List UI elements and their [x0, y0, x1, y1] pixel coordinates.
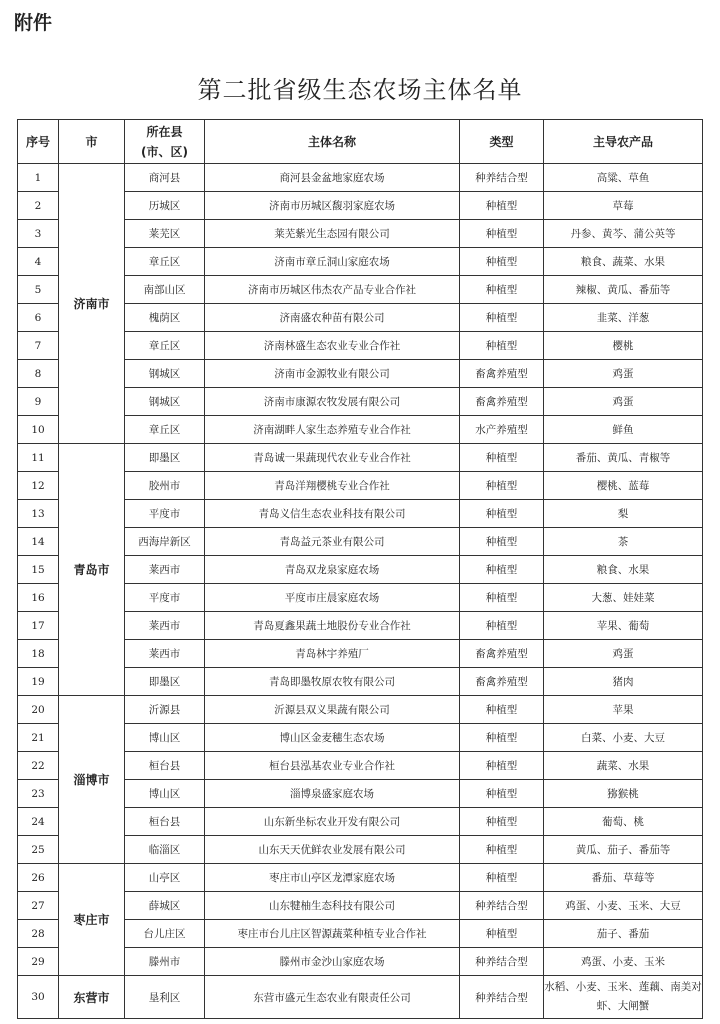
entity-name-cell: 滕州市金沙山家庭农场 [205, 948, 460, 976]
serial-no-cell: 7 [18, 332, 59, 360]
serial-no-cell: 5 [18, 276, 59, 304]
entity-name-cell: 青岛林宇养殖厂 [205, 640, 460, 668]
type-cell: 种植型 [460, 584, 544, 612]
table-body [18, 164, 703, 1019]
type-cell: 种植型 [460, 864, 544, 892]
main-product-cell: 鸡蛋、小麦、玉米、大豆 [544, 892, 703, 920]
table-row [18, 864, 703, 892]
serial-no-cell: 17 [18, 612, 59, 640]
county-cell: 莱西市 [125, 556, 205, 584]
city-cell: 淄博市 [59, 696, 125, 864]
main-product-cell: 鸡蛋 [544, 360, 703, 388]
entity-name-cell: 淄博泉盛家庭农场 [205, 780, 460, 808]
county-cell: 西海岸新区 [125, 528, 205, 556]
entity-name-cell: 山东天天优鲜农业发展有限公司 [205, 836, 460, 864]
entity-name-cell: 青岛诚一果蔬现代农业专业合作社 [205, 444, 460, 472]
type-cell: 种养结合型 [460, 948, 544, 976]
county-cell: 南部山区 [125, 276, 205, 304]
type-cell: 种植型 [460, 780, 544, 808]
county-cell: 历城区 [125, 192, 205, 220]
serial-no-cell: 15 [18, 556, 59, 584]
county-cell: 沂源县 [125, 696, 205, 724]
table-row [18, 444, 703, 472]
entity-name-cell: 平度市庄晨家庭农场 [205, 584, 460, 612]
main-product-cell: 葡萄、桃 [544, 808, 703, 836]
type-cell: 种养结合型 [460, 976, 544, 1019]
type-cell: 种植型 [460, 836, 544, 864]
entity-name-cell: 沂源县双义果蔬有限公司 [205, 696, 460, 724]
type-cell: 种植型 [460, 808, 544, 836]
county-cell: 莱西市 [125, 640, 205, 668]
serial-no-cell: 18 [18, 640, 59, 668]
county-cell: 商河县 [125, 164, 205, 192]
county-cell: 章丘区 [125, 248, 205, 276]
main-product-cell: 丹参、黄芩、蒲公英等 [544, 220, 703, 248]
serial-no-cell: 21 [18, 724, 59, 752]
main-product-cell: 蔬菜、水果 [544, 752, 703, 780]
main-product-cell: 番茄、草莓等 [544, 864, 703, 892]
header-main-product: 主导农产品 [544, 120, 703, 164]
header-county-line1: 所在县 [146, 124, 183, 139]
entity-name-cell: 济南市康源农牧发展有限公司 [205, 388, 460, 416]
serial-no-cell: 9 [18, 388, 59, 416]
serial-no-cell: 10 [18, 416, 59, 444]
entity-name-cell: 枣庄市山亭区龙潭家庭农场 [205, 864, 460, 892]
main-product-cell: 鸡蛋 [544, 388, 703, 416]
entity-name-cell: 桓台县泓基农业专业合作社 [205, 752, 460, 780]
main-product-cell: 鲜鱼 [544, 416, 703, 444]
entity-name-cell: 青岛夏鑫果蔬土地股份专业合作社 [205, 612, 460, 640]
serial-no-cell: 29 [18, 948, 59, 976]
main-product-cell: 茶 [544, 528, 703, 556]
entity-name-cell: 青岛即墨牧原农牧有限公司 [205, 668, 460, 696]
main-product-cell: 粮食、水果 [544, 556, 703, 584]
header-county [125, 120, 205, 164]
attachment-label: 附件 [14, 12, 53, 34]
serial-no-cell: 19 [18, 668, 59, 696]
serial-no-cell: 14 [18, 528, 59, 556]
city-cell: 青岛市 [59, 444, 125, 696]
type-cell: 种植型 [460, 332, 544, 360]
header-city: 市 [59, 120, 125, 164]
main-product-cell: 苹果 [544, 696, 703, 724]
main-product-cell: 韭菜、洋葱 [544, 304, 703, 332]
type-cell: 畜禽养殖型 [460, 388, 544, 416]
serial-no-cell: 12 [18, 472, 59, 500]
county-cell: 滕州市 [125, 948, 205, 976]
main-product-cell: 粮食、蔬菜、水果 [544, 248, 703, 276]
main-product-cell: 猕猴桃 [544, 780, 703, 808]
main-product-cell: 猪肉 [544, 668, 703, 696]
serial-no-cell: 24 [18, 808, 59, 836]
county-cell: 即墨区 [125, 668, 205, 696]
type-cell: 种植型 [460, 500, 544, 528]
main-product-cell: 樱桃 [544, 332, 703, 360]
serial-no-cell: 8 [18, 360, 59, 388]
table-row [18, 696, 703, 724]
document-title: 第二批省级生态农场主体名单 [197, 76, 523, 104]
serial-no-cell: 11 [18, 444, 59, 472]
serial-no-cell: 1 [18, 164, 59, 192]
type-cell: 种植型 [460, 724, 544, 752]
main-product-cell: 番茄、黄瓜、青椒等 [544, 444, 703, 472]
main-product-cell: 樱桃、蓝莓 [544, 472, 703, 500]
type-cell: 畜禽养殖型 [460, 640, 544, 668]
county-cell: 薛城区 [125, 892, 205, 920]
type-cell: 种植型 [460, 556, 544, 584]
type-cell: 种植型 [460, 304, 544, 332]
serial-no-cell: 26 [18, 864, 59, 892]
type-cell: 种植型 [460, 752, 544, 780]
type-cell: 种植型 [460, 528, 544, 556]
county-cell: 临淄区 [125, 836, 205, 864]
entity-name-cell: 商河县金盆地家庭农场 [205, 164, 460, 192]
county-cell: 莱西市 [125, 612, 205, 640]
entity-name-cell: 东营市盛元生态农业有限责任公司 [205, 976, 460, 1019]
type-cell: 种植型 [460, 220, 544, 248]
county-cell: 平度市 [125, 500, 205, 528]
main-product-cell: 水稻、小麦、玉米、莲藕、南美对虾、大闸蟹 [544, 976, 703, 1019]
county-cell: 胶州市 [125, 472, 205, 500]
serial-no-cell: 30 [18, 976, 59, 1019]
type-cell: 种植型 [460, 920, 544, 948]
county-cell: 钢城区 [125, 388, 205, 416]
county-cell: 垦利区 [125, 976, 205, 1019]
serial-no-cell: 4 [18, 248, 59, 276]
main-product-cell: 梨 [544, 500, 703, 528]
serial-no-cell: 3 [18, 220, 59, 248]
serial-no-cell: 20 [18, 696, 59, 724]
type-cell: 畜禽养殖型 [460, 360, 544, 388]
entity-name-cell: 青岛双龙泉家庭农场 [205, 556, 460, 584]
entity-name-cell: 青岛义信生态农业科技有限公司 [205, 500, 460, 528]
county-cell: 章丘区 [125, 332, 205, 360]
entity-name-cell: 济南市金源牧业有限公司 [205, 360, 460, 388]
county-cell: 博山区 [125, 724, 205, 752]
entity-name-cell: 济南林盛生态农业专业合作社 [205, 332, 460, 360]
type-cell: 种植型 [460, 276, 544, 304]
table-row [18, 164, 703, 192]
county-cell: 山亭区 [125, 864, 205, 892]
entity-name-cell: 博山区金麦穗生态农场 [205, 724, 460, 752]
serial-no-cell: 2 [18, 192, 59, 220]
table-header-row [18, 120, 703, 164]
main-product-cell: 白菜、小麦、大豆 [544, 724, 703, 752]
type-cell: 种养结合型 [460, 164, 544, 192]
county-cell: 博山区 [125, 780, 205, 808]
entity-name-cell: 济南市历城区馥羽家庭农场 [205, 192, 460, 220]
type-cell: 种植型 [460, 696, 544, 724]
main-product-cell: 大葱、娃娃菜 [544, 584, 703, 612]
type-cell: 种植型 [460, 444, 544, 472]
main-product-cell: 草莓 [544, 192, 703, 220]
entity-name-cell: 济南市章丘洞山家庭农场 [205, 248, 460, 276]
county-cell: 章丘区 [125, 416, 205, 444]
main-product-cell: 高粱、草鱼 [544, 164, 703, 192]
header-entity-name: 主体名称 [205, 120, 460, 164]
county-cell: 桓台县 [125, 808, 205, 836]
type-cell: 种植型 [460, 472, 544, 500]
entity-name-cell: 青岛洋翔樱桃专业合作社 [205, 472, 460, 500]
city-cell: 济南市 [59, 164, 125, 444]
type-cell: 种植型 [460, 248, 544, 276]
farm-roster-table [17, 119, 703, 1019]
serial-no-cell: 13 [18, 500, 59, 528]
header-serial-no: 序号 [18, 120, 59, 164]
city-cell: 东营市 [59, 976, 125, 1019]
entity-name-cell: 青岛益元茶业有限公司 [205, 528, 460, 556]
entity-name-cell: 枣庄市台儿庄区智源蔬菜种植专业合作社 [205, 920, 460, 948]
entity-name-cell: 山东犍柚生态科技有限公司 [205, 892, 460, 920]
main-product-cell: 茄子、番茄 [544, 920, 703, 948]
entity-name-cell: 济南湖畔人家生态养殖专业合作社 [205, 416, 460, 444]
serial-no-cell: 28 [18, 920, 59, 948]
header-type: 类型 [460, 120, 544, 164]
main-product-cell: 苹果、葡萄 [544, 612, 703, 640]
county-cell: 槐荫区 [125, 304, 205, 332]
main-product-cell: 黄瓜、茄子、番茄等 [544, 836, 703, 864]
county-cell: 桓台县 [125, 752, 205, 780]
county-cell: 钢城区 [125, 360, 205, 388]
table-row [18, 976, 703, 1019]
serial-no-cell: 6 [18, 304, 59, 332]
entity-name-cell: 济南盛农种苗有限公司 [205, 304, 460, 332]
main-product-cell: 辣椒、黄瓜、番茄等 [544, 276, 703, 304]
main-product-cell: 鸡蛋、小麦、玉米 [544, 948, 703, 976]
type-cell: 种养结合型 [460, 892, 544, 920]
main-product-cell: 鸡蛋 [544, 640, 703, 668]
type-cell: 种植型 [460, 192, 544, 220]
serial-no-cell: 16 [18, 584, 59, 612]
entity-name-cell: 济南市历城区伟杰农产品专业合作社 [205, 276, 460, 304]
county-cell: 台儿庄区 [125, 920, 205, 948]
serial-no-cell: 25 [18, 836, 59, 864]
city-cell: 枣庄市 [59, 864, 125, 976]
entity-name-cell: 莱芜紫光生态园有限公司 [205, 220, 460, 248]
county-cell: 即墨区 [125, 444, 205, 472]
county-cell: 莱芜区 [125, 220, 205, 248]
type-cell: 水产养殖型 [460, 416, 544, 444]
type-cell: 畜禽养殖型 [460, 668, 544, 696]
serial-no-cell: 22 [18, 752, 59, 780]
county-cell: 平度市 [125, 584, 205, 612]
entity-name-cell: 山东新坐标农业开发有限公司 [205, 808, 460, 836]
type-cell: 种植型 [460, 612, 544, 640]
header-county-line2: (市、区) [141, 144, 188, 159]
serial-no-cell: 27 [18, 892, 59, 920]
serial-no-cell: 23 [18, 780, 59, 808]
